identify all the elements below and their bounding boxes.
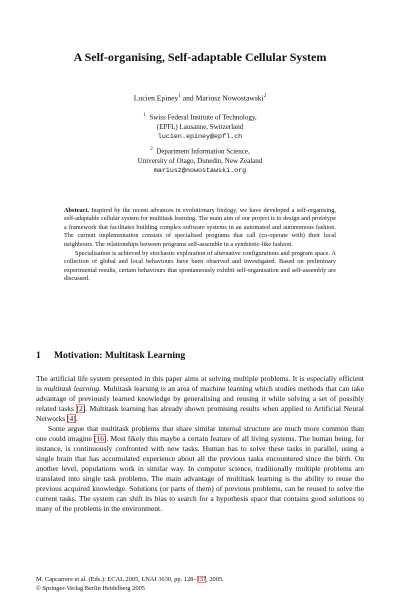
affiliation-marker: 2 bbox=[263, 94, 267, 99]
section-heading bbox=[36, 350, 185, 362]
author-line bbox=[20, 92, 380, 104]
body-text-run: . Multitask learning has already shown promising results when applied to Artificial Neural Networks bbox=[36, 404, 364, 423]
affiliation-text: Department Information Science, bbox=[156, 147, 250, 156]
publication-footer bbox=[36, 575, 224, 593]
citation-link[interactable]: [2] bbox=[76, 404, 86, 413]
footer-text: M. Capcarrere et al. (Eds.): ECAL 2005, LNAI 3630, pp. 128– bbox=[36, 576, 197, 583]
affiliation-line bbox=[20, 145, 380, 157]
page-range-link[interactable]: 137 bbox=[196, 576, 207, 583]
citation-link[interactable]: [4] bbox=[67, 414, 76, 423]
abstract-text: Inspired by the recent advances in evolutionary biology, we have developed a self-organising, self-adaptable cellular system for multitask learning. The main aim of our project is to design and prototype a framework that facilitates building complex software systems in an automated and autonomous fashion. The current implementation consists of specialised programs that call (co-operate with) their local neighbours. The relationships between programs self-assemble in a symbiotic-like fashion. bbox=[64, 207, 336, 248]
body-paragraph bbox=[36, 424, 364, 514]
affiliation-text: University of Otago, Dunedin, New Zealand bbox=[137, 157, 263, 166]
body-text-run: Some argue that multitask problems that share similar internal structure are much more common than one could imagine bbox=[36, 424, 364, 443]
body-text bbox=[36, 374, 364, 514]
author-name: Mariusz Nowostawski bbox=[195, 93, 264, 103]
emphasis-text: multitask learning bbox=[44, 384, 100, 393]
author-name: Lucien Epiney bbox=[133, 93, 179, 103]
paper-title: A Self-organising, Self-adaptable Cellular System bbox=[73, 50, 327, 64]
abstract-label: Abstract. bbox=[64, 207, 90, 214]
affiliation-text: Swiss Federal Institute of Technology, bbox=[149, 113, 257, 122]
section-title: Motivation: Multitask Learning bbox=[54, 350, 186, 361]
section-number: 1 bbox=[36, 350, 41, 361]
affiliation-marker: 2 bbox=[150, 147, 153, 153]
author-email: mariusz@nowostawski.org bbox=[153, 166, 247, 175]
affiliation-line bbox=[20, 111, 380, 123]
affiliations bbox=[20, 111, 380, 176]
abstract-paragraph: Specialisation is achieved by stochastic exploration of alternative configurations and program space. A collection of global and local behaviours have been observed and investigated. Based on preliminary experimental results, certain behaviours that spontaneously exhibit self-organisation and self-assembly are discussed. bbox=[64, 250, 336, 283]
body-paragraph bbox=[36, 374, 364, 424]
footer-text: , 2005. bbox=[206, 576, 224, 583]
abstract-paragraph bbox=[64, 207, 336, 249]
body-text-run: The artificial life system presented in this paper aims at solving multiple problems. It is especially efficient in bbox=[36, 374, 364, 393]
copyright-line: © Springer-Verlag Berlin Heidelberg 2005 bbox=[36, 585, 145, 592]
body-text-run: . bbox=[75, 414, 78, 423]
abstract bbox=[64, 207, 336, 284]
affiliation-text: (EPFL) Lausanne, Switzerland bbox=[156, 122, 244, 131]
affiliation-marker: 1 bbox=[178, 94, 181, 99]
body-text-run: . Most likely this maybe a certain feature of all living systems. The human being, for instance, is continuously confronted with new tasks. Human has to solve these tasks in parallel, using a single brain that has accumulated experience about all the previous tasks encountered since the birth. On another level, populations work in similar way. In computer science, traditionally multiple problems are translated into single task problems. The main advantage of multitask learning is the ability to reuse the previous acquired knowledge. Solutions (or parts of them) of previous problems, can be reused to solve the current tasks. The system can shift its bias to search for a hypothesis space that contains good solutions to many of the problems in the environment. bbox=[36, 434, 364, 513]
affiliation-marker: 1 bbox=[143, 113, 146, 118]
author-email: lucien.epiney@epfl.ch bbox=[157, 132, 243, 141]
body-text-run: . Multitask learning is an area of machine learning which studies methods that can take advantage of previously learned knowledge by generalising and reusing it while solving a set of possibly related tasks bbox=[36, 384, 364, 413]
citation-link[interactable]: [16] bbox=[93, 434, 107, 443]
author-joiner: and bbox=[180, 93, 196, 103]
footer-citation bbox=[36, 575, 224, 584]
